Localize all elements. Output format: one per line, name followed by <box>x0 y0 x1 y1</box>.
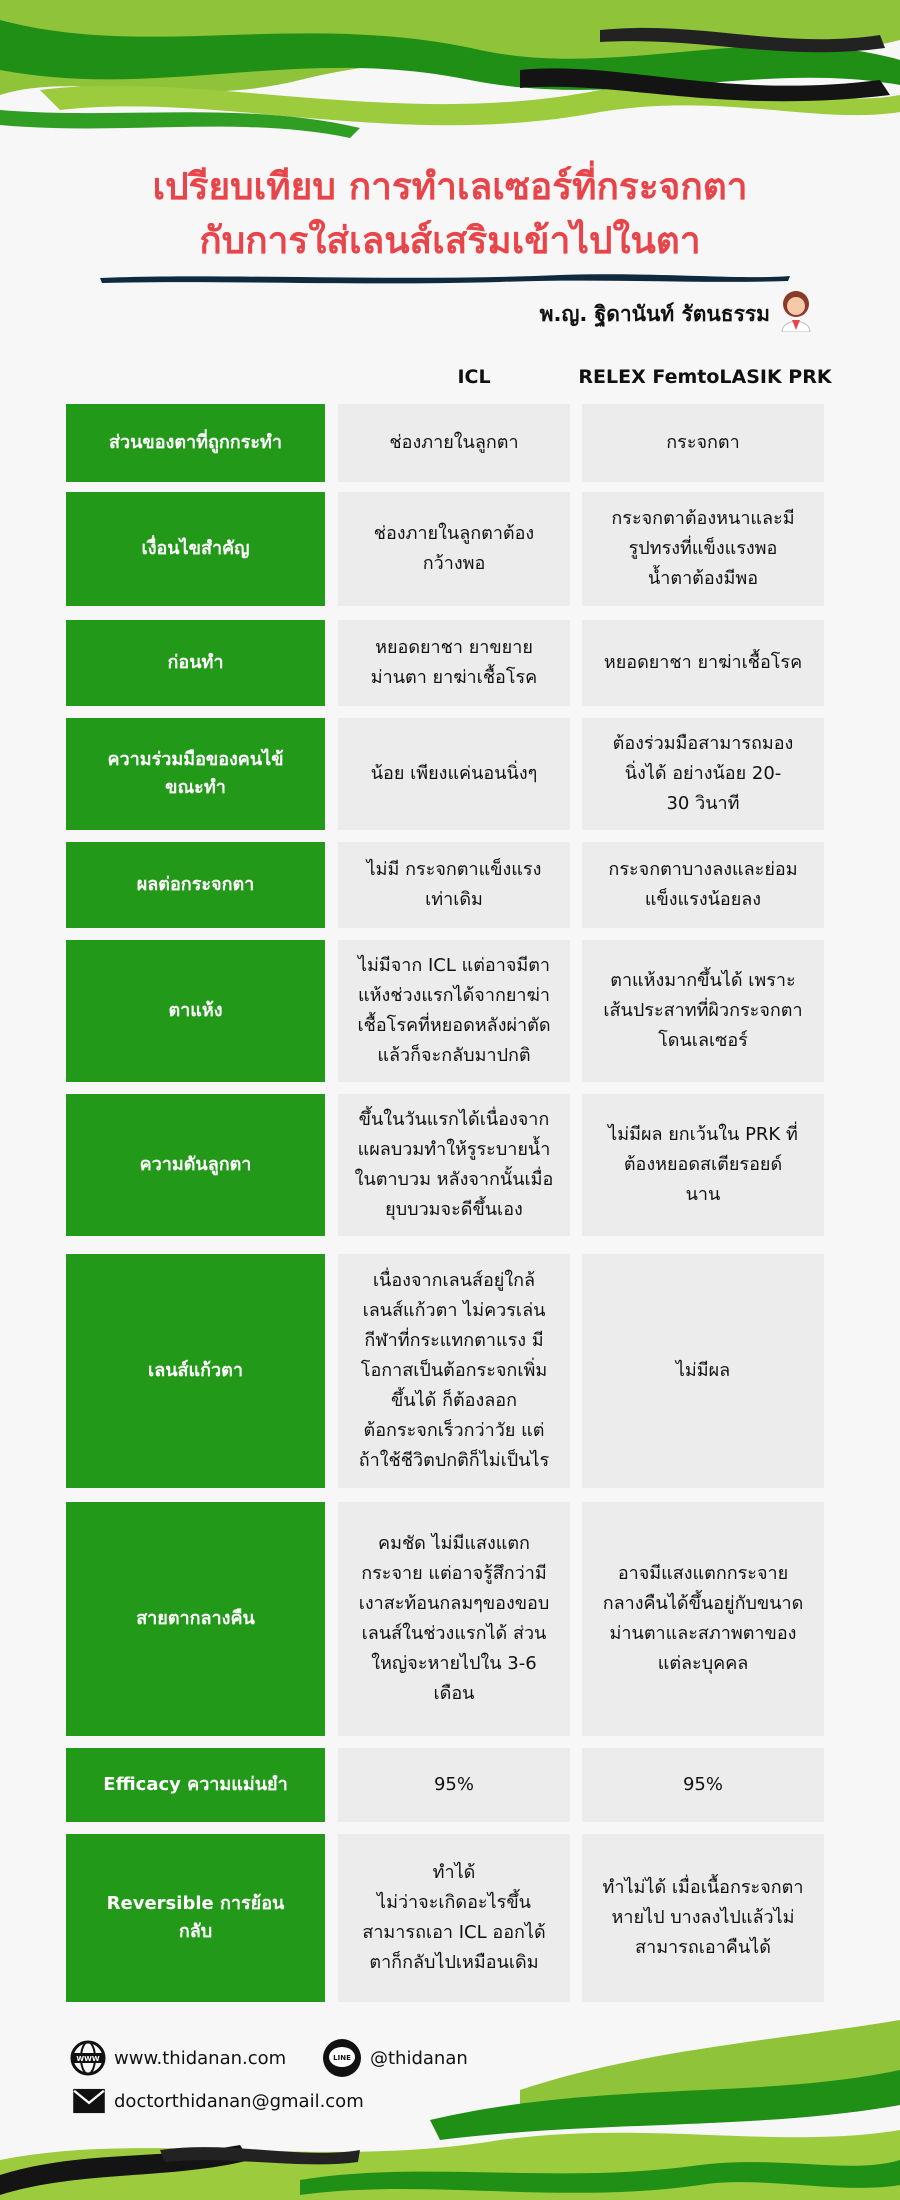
relex-cell: ต้องร่วมมือสามารถมอง นิ่งได้ อย่างน้อย 20- 30 วินาที <box>582 718 824 830</box>
table-row <box>66 842 824 928</box>
row-label: Efficacy ความแม่นยำ <box>66 1748 325 1822</box>
svg-text:WWW: WWW <box>76 2055 100 2063</box>
icl-cell: ขึ้นในวันแรกได้เนื่องจาก แผลบวมทำให้รูระบายน้ำ ในตาบวม หลังจากนั้นเมื่อ ยุบบวมจะดีขึ้นเอง <box>338 1094 570 1236</box>
table-row <box>66 718 824 830</box>
icl-cell: คมชัด ไม่มีแสงแตก กระจาย แต่อาจรู้สึกว่ามี เงาสะท้อนกลมๆของขอบ เลนส์ในช่วงแรกได้ ส่วน ใหญ่จะหายไปใน 3-6 เดือน <box>338 1502 570 1736</box>
table-row <box>66 1254 824 1488</box>
relex-cell: อาจมีแสงแตกกระจาย กลางคืนได้ขึ้นอยู่กับขนาด ม่านตาและสภาพตาของ แต่ละบุคคล <box>582 1502 824 1736</box>
footer-line[interactable] <box>322 2038 468 2078</box>
icl-cell: หยอดยาชา ยาขยาย ม่านตา ยาฆ่าเชื้อโรค <box>338 620 570 706</box>
table-row <box>66 404 824 482</box>
icl-cell: 95% <box>338 1748 570 1822</box>
row-label: ความดันลูกตา <box>66 1094 325 1236</box>
email-text: doctorthidanan@gmail.com <box>114 2090 364 2112</box>
column-header-relex: RELEX FemtoLASIK PRK <box>578 366 832 388</box>
relex-cell: ไม่มีผล ยกเว้นใน PRK ที่ ต้องหยอดสเตียรอยด์ นาน <box>582 1094 824 1236</box>
icl-cell: ทำได้ ไม่ว่าจะเกิดอะไรขึ้น สามารถเอา ICL ออกได้ ตาก็กลับไปเหมือนเดิม <box>338 1834 570 2002</box>
page-title <box>0 160 900 268</box>
author-name: พ.ญ. ฐิดานันท์ รัตนธรรม <box>539 302 770 326</box>
table-row <box>66 1094 824 1236</box>
row-label: ตาแห้ง <box>66 940 325 1082</box>
relex-cell: ไม่มีผล <box>582 1254 824 1488</box>
relex-cell: กระจกตาต้องหนาและมี รูปทรงที่แข็งแรงพอ น้ำตาต้องมีพอ <box>582 492 824 606</box>
title-underline <box>100 270 790 286</box>
relex-cell: ตาแห้งมากขึ้นได้ เพราะ เส้นประสาทที่ผิวกระจกตา โดนเลเซอร์ <box>582 940 824 1082</box>
icl-cell: ช่องภายในลูกตา <box>338 404 570 482</box>
table-row <box>66 1748 824 1822</box>
website-text: www.thidanan.com <box>114 2047 287 2069</box>
table-row <box>66 1834 824 2002</box>
title-line-2: กับการใส่เลนส์เสริมเข้าไปในตา <box>199 219 701 262</box>
line-app-icon <box>322 2038 362 2078</box>
line-handle-text: @thidanan <box>370 2047 468 2069</box>
table-row <box>66 620 824 706</box>
icl-cell: ไม่มีจาก ICL แต่อาจมีตา แห้งช่วงแรกได้จากยาฆ่า เชื้อโรคที่หยอดหลังผ่าตัด แล้วก็จะกลับมาปกติ <box>338 940 570 1082</box>
row-label: สายตากลางคืน <box>66 1502 325 1736</box>
svg-text:LINE: LINE <box>333 2054 351 2062</box>
footer-email[interactable] <box>72 2088 364 2114</box>
footer-website[interactable] <box>70 2040 286 2076</box>
icl-cell: ช่องภายในลูกตาต้อง กว้างพอ <box>338 492 570 606</box>
relex-cell: ทำไม่ได้ เมื่อเนื้อกระจกตา หายไป บางลงไปแล้วไม่ สามารถเอาคืนได้ <box>582 1834 824 2002</box>
row-label: เลนส์แก้วตา <box>66 1254 325 1488</box>
www-globe-icon <box>70 2040 106 2076</box>
icl-cell: เนื่องจากเลนส์อยู่ใกล้ เลนส์แก้วตา ไม่ควรเล่น กีฬาที่กระแทกตาแรง มี โอกาสเป็นต้อกระจกเพิ่ม ขึ้นได้ ก็ต้องลอก ต้อกระจกเร็วกว่าวัย แต่ ถ้าใช้ชีวิตปกติก็ไม่เป็นไร <box>338 1254 570 1488</box>
row-label: Reversible การย้อน กลับ <box>66 1834 325 2002</box>
row-label: ส่วนของตาที่ถูกกระทำ <box>66 404 325 482</box>
column-header-icl: ICL <box>457 366 491 388</box>
table-row <box>66 1502 824 1736</box>
relex-cell: หยอดยาชา ยาฆ่าเชื้อโรค <box>582 620 824 706</box>
brush-decoration-top <box>0 0 900 160</box>
row-label: ก่อนทำ <box>66 620 325 706</box>
table-row <box>66 940 824 1082</box>
relex-cell: 95% <box>582 1748 824 1822</box>
row-label: ผลต่อกระจกตา <box>66 842 325 928</box>
doctor-avatar-icon <box>774 286 818 332</box>
row-label: เงื่อนไขสำคัญ <box>66 492 325 606</box>
relex-cell: กระจกตาบางลงและย่อม แข็งแรงน้อยลง <box>582 842 824 928</box>
row-label: ความร่วมมือของคนไข้ ขณะทำ <box>66 718 325 830</box>
icl-cell: น้อย เพียงแค่นอนนิ่งๆ <box>338 718 570 830</box>
table-row <box>66 492 824 606</box>
title-line-1: เปรียบเทียบ การทำเลเซอร์ที่กระจกตา <box>152 165 748 208</box>
relex-cell: กระจกตา <box>582 404 824 482</box>
envelope-icon <box>72 2088 106 2114</box>
icl-cell: ไม่มี กระจกตาแข็งแรง เท่าเดิม <box>338 842 570 928</box>
